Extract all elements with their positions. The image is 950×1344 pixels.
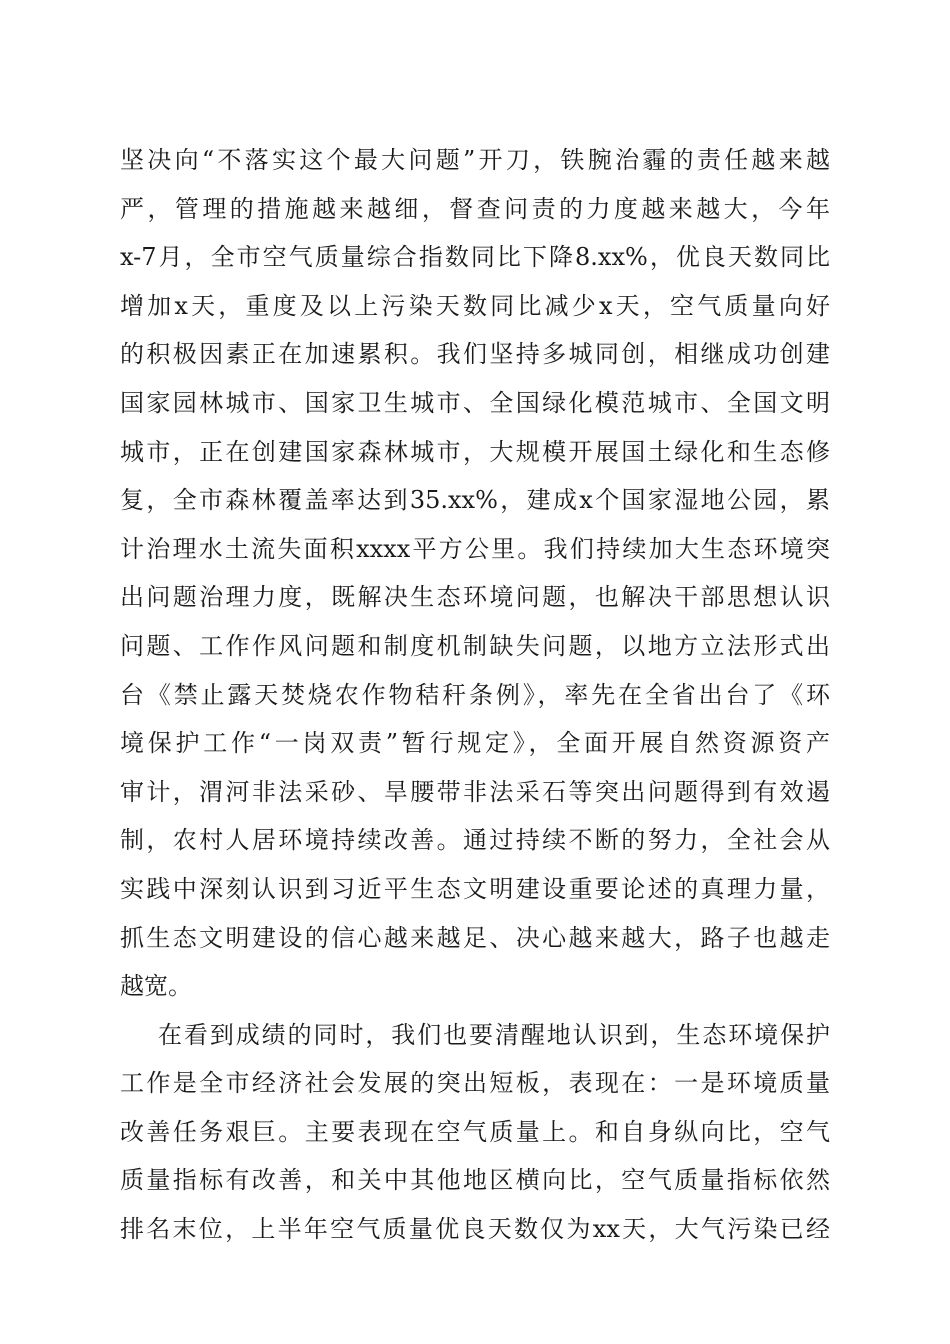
paragraph-1-line: 实践中深刻认识到习近平生态文明建设重要论述的真理力量， [120,874,830,903]
paragraph-1-line: 越宽。 [120,972,192,1001]
paragraph-2-line: 工作是全市经济社会发展的突出短板，表现在：一是环境质量 [120,1069,830,1098]
paragraph-2-line: 改善任务艰巨。主要表现在空气质量上。和自身纵向比，空气 [120,1117,830,1146]
paragraph-1-line: x-7月，全市空气质量综合指数同比下降8.xx%，优良天数同比 [120,243,830,272]
paragraph-1-line: 增加x天，重度及以上污染天数同比减少x天，空气质量向好 [120,291,830,320]
paragraph-1-line: 审计，渭河非法采砂、旱腰带非法采石等突出问题得到有效遏 [120,777,830,806]
paragraph-1-line: 抓生态文明建设的信心越来越足、决心越来越大，路子也越走 [120,923,830,952]
paragraph-1-line: 计治理水土流失面积xxxx平方公里。我们持续加大生态环境突 [120,534,830,563]
paragraph-1-line: 城市，正在创建国家森林城市，大规模开展国土绿化和生态修 [120,437,830,466]
body-text [120,136,830,1254]
paragraph-2-line: 质量指标有改善，和关中其他地区横向比，空气质量指标依然 [120,1166,830,1195]
paragraph-1-line: 台《禁止露天焚烧农作物秸秆条例》，率先在全省出台了《环 [120,680,830,709]
paragraph-1-line: 坚决向“不落实这个最大问题”开刀，铁腕治霾的责任越来越 [120,146,830,174]
paragraph-1-line: 的积极因素正在加速累积。我们坚持多城同创，相继成功创建 [120,340,830,369]
paragraph-2-line: 排名末位，上半年空气质量优良天数仅为xx天，大气污染已经 [120,1215,830,1244]
paragraph-1-line: 复，全市森林覆盖率达到35.xx%，建成x个国家湿地公园，累 [120,486,830,515]
paragraph-1-line: 问题、工作作风问题和制度机制缺失问题，以地方立法形式出 [120,631,830,660]
paragraph-1-line: 制，农村人居环境持续改善。通过持续不断的努力，全社会从 [120,826,830,855]
paragraph-1-line: 严，管理的措施越来越细，督查问责的力度越来越大，今年 [120,194,830,223]
paragraph-2-line: 在看到成绩的同时，我们也要清醒地认识到，生态环境保护 [158,1020,830,1049]
paragraph-1-line: 国家园林城市、国家卫生城市、全国绿化模范城市、全国文明 [120,388,830,417]
paragraph-1-line: 境保护工作“一岗双责”暂行规定》，全面开展自然资源资产 [120,729,830,758]
paragraph-1-line: 出问题治理力度，既解决生态环境问题，也解决干部思想认识 [120,583,830,612]
